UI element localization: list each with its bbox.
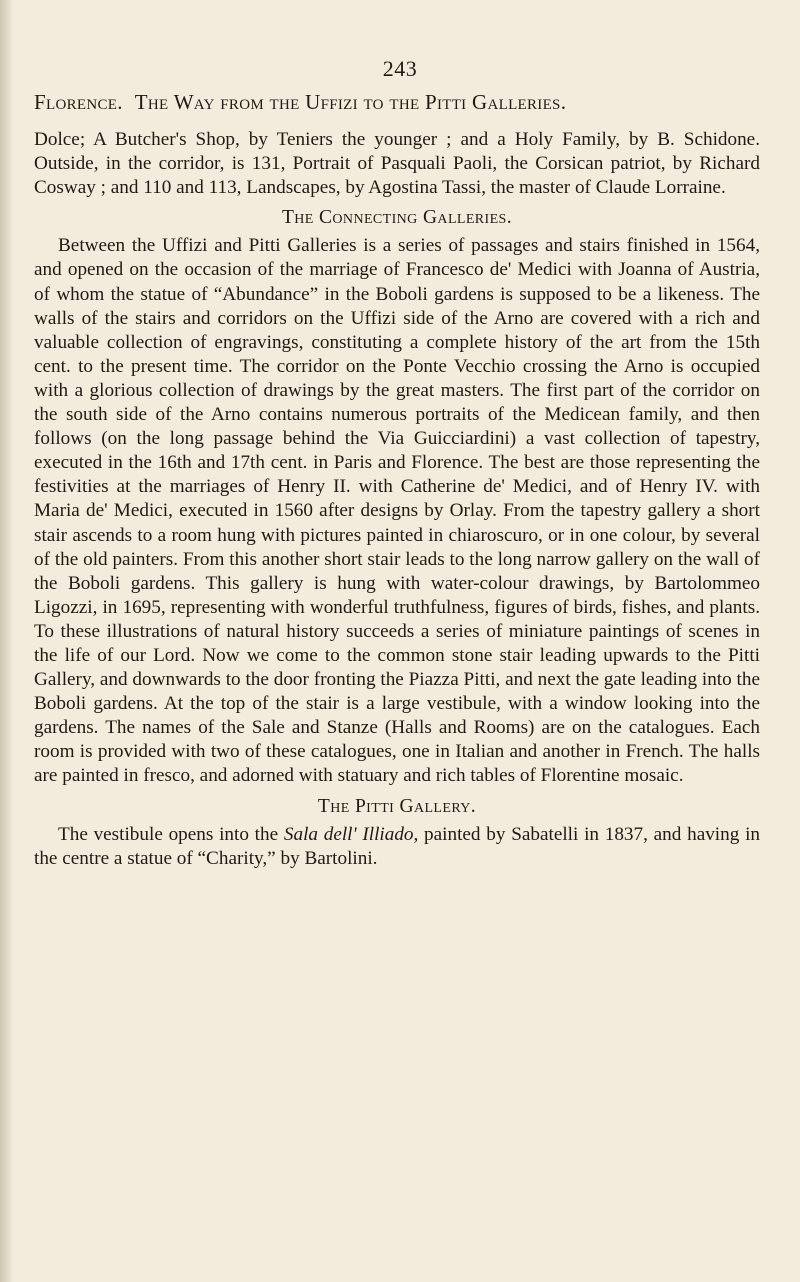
pitti-paragraph-text-start: The vestibule opens into the bbox=[58, 823, 284, 845]
running-head-location: Florence. bbox=[34, 90, 123, 114]
intro-paragraph: Dolce; A Butcher's Shop, by Teniers the younger ; and a Holy Family, by B. Schidone. Outside, in the corridor, is 131, Portrait of Pasquali Paoli, the Corsican patriot, by Richard Cosway ; and 110 and 113, Landscapes, by Agostina Tassi, the master of Claude Lorraine. bbox=[34, 129, 760, 199]
running-head bbox=[34, 90, 764, 115]
page-number: 243 bbox=[382, 56, 418, 81]
connecting-galleries-paragraph: Between the Uffizi and Pitti Galleries is a series of passages and stairs finished in 1564, and opened on the occasion of the marriage of Francesco de' Medici with Joanna of Austria, of whom the statue of “Abundance” in the Boboli gardens is supposed to be a likeness. The walls of the stairs and corridors on the Uffizi side of the Arno are covered with a rich and valuable collection of engravings, constituting a complete history of the art from the 15th cent. to the present time. The corridor on the Ponte Vecchio crossing the Arno is occupied with a glorious collection of drawings by the great masters. The first part of the corridor on the south side of the Arno contains numerous portraits of the Medicean family, and then follows (on the long passage behind the Via Guicciardini) a vast collection of tapestry, executed in the 16th and 17th cent. in Paris and Florence. The best are those representing the festivities at the marriages of Henry II. with Catherine de' Medici, and of Henry IV. with Maria de' Medici, executed in 1560 after designs by Orlay. From the tapestry gallery a short stair ascends to a room hung with pictures painted in chiaroscuro, or in one colour, by several of the old painters. From this another short stair leads to the long narrow gallery on the wall of the Boboli gardens. This gallery is hung with water-colour drawings, by Bartolommeo Ligozzi, in 1695, representing with wonderful truthfulness, figures of birds, fishes, and plants. To these illustrations of natural history succeeds a series of miniature paintings of scenes in the life of our Lord. Now we come to the common stone stair leading upwards to the Pitti Gallery, and downwards to the door fronting the Piazza Pitti, and next the gate leading into the Boboli gardens. At the top of the stair is a large vestibule, with a window looking into the gardens. The names of the Sale and Stanze (Halls and Rooms) are on the catalogues. Each room is provided with two of these catalogues, one in Italian and another in French. The halls are painted in fresco, and adorned with statuary and rich tables of Florentine mosaic. bbox=[34, 235, 760, 787]
page-edge-shadow bbox=[0, 0, 14, 1282]
sala-name-italic: Sala dell' Illiado, bbox=[283, 823, 419, 845]
running-head-title: The Way from the Uffizi to the Pitti Galleries. bbox=[134, 90, 567, 114]
pitti-paragraph-text-end: painted by Sabatelli in 1837, and having in the centre a statue of “Charity,” by Bartolini. bbox=[34, 823, 760, 869]
section-heading-pitti-gallery: The Pitti Gallery. bbox=[317, 795, 477, 817]
body-text bbox=[34, 128, 760, 871]
section-heading-connecting-galleries: The Connecting Galleries. bbox=[281, 207, 513, 229]
pitti-gallery-paragraph bbox=[34, 823, 760, 871]
